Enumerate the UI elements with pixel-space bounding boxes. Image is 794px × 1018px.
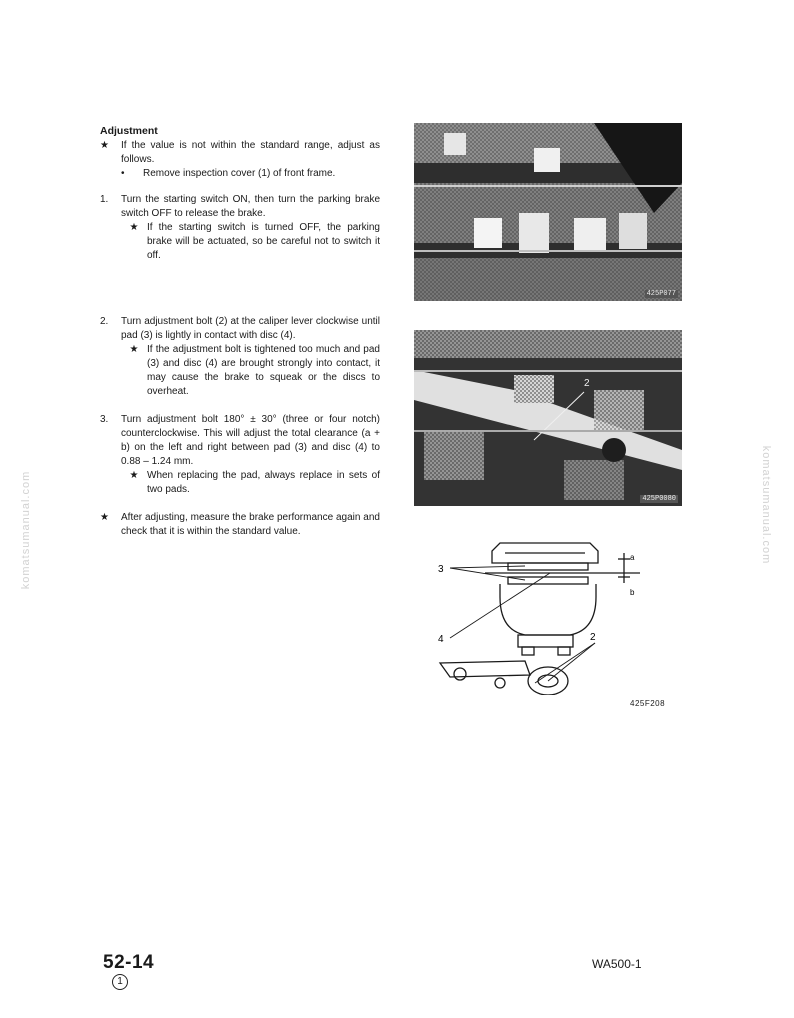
step-note-text: If the starting switch is turned OFF, the parking brake will be actuated, so be careful not to switch it off. bbox=[147, 222, 380, 261]
label-a: a bbox=[630, 553, 635, 562]
step-number: 1. bbox=[100, 194, 109, 205]
step-text: Turn adjustment bolt 180° ± 30° (three or four notch) counterclockwise. This will adjust the total clearance (a + b) on the left and right between pad (3) and disc (4) to 0.88 – 1.24 mm. bbox=[121, 414, 380, 467]
step-3-note bbox=[100, 469, 380, 497]
photo-inspection-cover bbox=[414, 123, 682, 301]
star-icon: ★ bbox=[129, 470, 139, 481]
final-text: After adjusting, measure the brake performance again and check that it is within the standard value. bbox=[121, 512, 380, 537]
label-b: b bbox=[630, 588, 635, 597]
label-2: 2 bbox=[590, 632, 596, 643]
step-note-text: When replacing the pad, always replace in sets of two pads. bbox=[147, 470, 380, 495]
star-icon: ★ bbox=[100, 512, 109, 523]
intro-note bbox=[100, 139, 380, 167]
revision-mark: 1 bbox=[112, 974, 128, 990]
step-note-text: If the adjustment bolt is tightened too much and pad (3) and disc (4) are brought strongly into contact, it may cause the brake to squeak or the discs to overheat. bbox=[147, 344, 380, 397]
step-number: 3. bbox=[100, 414, 109, 425]
intro-bullet-text: Remove inspection cover (1) of front frame. bbox=[143, 168, 336, 179]
photo-2-image bbox=[414, 330, 682, 506]
final-note bbox=[100, 511, 380, 539]
step-text: Turn the starting switch ON, then turn the parking brake switch OFF to release the brake. bbox=[121, 194, 380, 219]
label-3: 3 bbox=[438, 564, 444, 575]
caliper-diagram bbox=[430, 535, 685, 695]
star-icon: ★ bbox=[100, 140, 109, 151]
page-number: 52-14 bbox=[103, 952, 155, 973]
photo-1-image bbox=[414, 123, 682, 301]
star-icon: ★ bbox=[129, 344, 139, 355]
photo-1-code: 425P077 bbox=[646, 290, 676, 298]
step-2 bbox=[100, 315, 380, 343]
section-heading: Adjustment bbox=[100, 125, 158, 137]
watermark-right: komatsumanual.com bbox=[760, 445, 772, 565]
label-4: 4 bbox=[438, 634, 444, 645]
photo-2-code: 425P0080 bbox=[642, 495, 676, 503]
model-number: WA500-1 bbox=[592, 957, 642, 971]
procedure-text bbox=[100, 124, 380, 539]
photo-2-callout: 2 bbox=[584, 378, 590, 389]
photo-adjustment-bolt bbox=[414, 330, 682, 506]
star-icon: ★ bbox=[129, 222, 139, 233]
bullet-icon: • bbox=[121, 168, 125, 179]
step-3 bbox=[100, 413, 380, 469]
step-number: 2. bbox=[100, 316, 109, 327]
intro-text: If the value is not within the standard range, adjust as follows. bbox=[121, 140, 380, 165]
intro-bullet bbox=[100, 167, 380, 181]
step-text: Turn adjustment bolt (2) at the caliper lever clockwise until pad (3) is lightly in contact with disc (4). bbox=[121, 316, 380, 341]
step-1 bbox=[100, 193, 380, 221]
step-1-note bbox=[100, 221, 380, 263]
step-2-note bbox=[100, 343, 380, 399]
watermark-left: komatsumanual.com bbox=[20, 470, 32, 590]
diagram-code: 425F208 bbox=[630, 699, 666, 708]
